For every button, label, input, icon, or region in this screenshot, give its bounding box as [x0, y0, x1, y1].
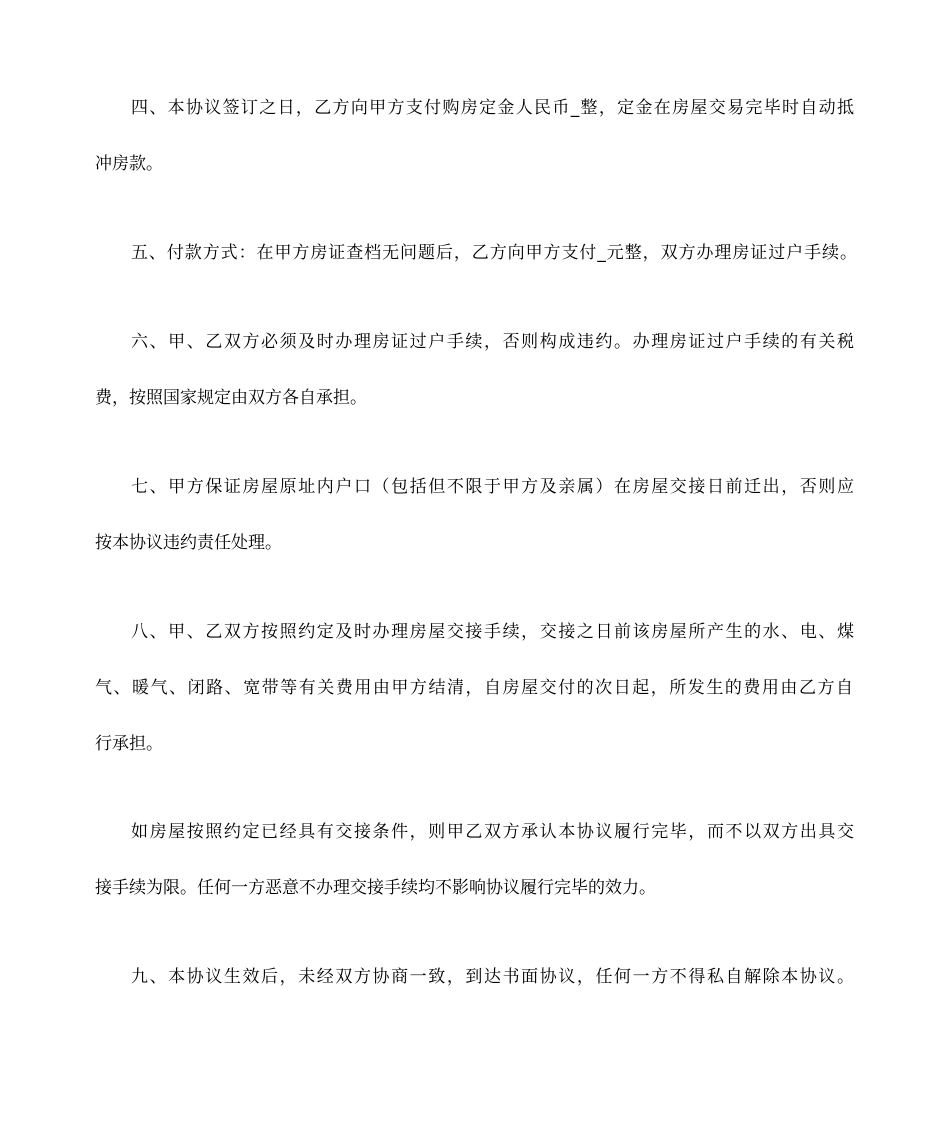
paragraph-8-line-1 — [0, 620, 950, 644]
paragraph-7-line-2 — [0, 531, 950, 555]
paragraph-4-line-1 — [0, 96, 950, 120]
text-line: 九、本协议生效后，未经双方协商一致，到达书面协议，任何一方不得私自解除本协议。 — [131, 967, 856, 987]
text-line: 七、甲方保证房屋原址内户口（包括但不限于甲方及亲属）在房屋交接日前迁出，否则应 — [131, 477, 856, 497]
paragraph-7-line-1 — [0, 475, 950, 499]
paragraph-8b-line-2 — [0, 876, 950, 900]
paragraph-8b-line-1 — [0, 820, 950, 844]
text-line: 六、甲、乙双方必须及时办理房证过户手续，否则构成违约。办理房证过户手续的有关税 — [131, 332, 856, 352]
paragraph-8-line-2 — [0, 676, 950, 700]
text-line: 四、本协议签订之日，乙方向甲方支付购房定金人民币_整，定金在房屋交易完毕时自动抵 — [131, 98, 856, 118]
text-line: 费，按照国家规定由双方各自承担。 — [95, 388, 367, 408]
paragraph-6-line-2 — [0, 386, 950, 410]
text-line: 五、付款方式：在甲方房证查档无问题后，乙方向甲方支付_元整，双方办理房证过户手续。 — [131, 243, 858, 263]
paragraph-6-line-1 — [0, 330, 950, 354]
text-line: 八、甲、乙双方按照约定及时办理房屋交接手续，交接之日前该房屋所产生的水、电、煤 — [131, 622, 856, 642]
text-line: 按本协议违约责任处理。 — [95, 533, 282, 553]
paragraph-8-line-3 — [0, 732, 950, 756]
text-line: 气、暖气、闭路、宽带等有关费用由甲方结清，自房屋交付的次日起，所发生的费用由乙方自 — [95, 678, 855, 698]
paragraph-9-line-1 — [0, 965, 950, 989]
text-line: 冲房款。 — [95, 154, 163, 174]
text-line: 接手续为限。任何一方恶意不办理交接手续均不影响协议履行完毕的效力。 — [95, 878, 656, 898]
text-line: 如房屋按照约定已经具有交接条件，则甲乙双方承认本协议履行完毕，而不以双方出具交 — [131, 822, 856, 842]
paragraph-4-line-2 — [0, 152, 950, 176]
paragraph-5-line-1 — [0, 241, 950, 265]
text-line: 行承担。 — [95, 734, 163, 754]
